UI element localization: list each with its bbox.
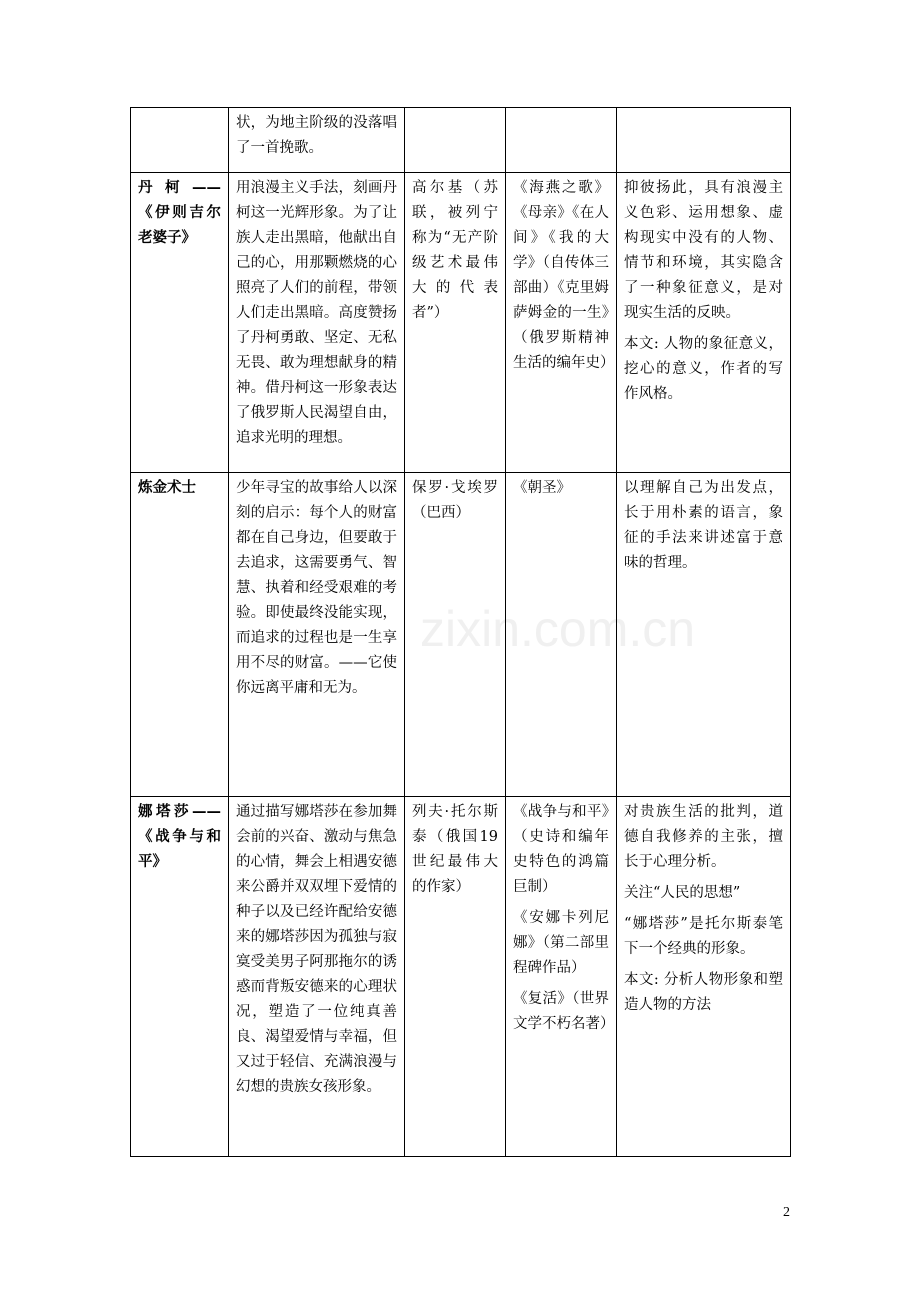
row-notes-paragraph: 以理解自己为出发点，长于用朴素的语言，象征的手法来讲述富于意味的哲理。: [624, 480, 783, 571]
page-number: 2: [783, 1205, 790, 1220]
row-content-paragraph: 状，为地主阶级的没落唱了一首挽歌。: [236, 115, 397, 156]
row-content: [229, 473, 405, 797]
row-notes: [617, 473, 791, 797]
row-author: [405, 797, 506, 1157]
table-row: [131, 108, 791, 173]
row-notes-paragraph: “娜塔莎”是托尔斯泰笔下一个经典的形象。: [624, 916, 783, 957]
row-notes-paragraph: 对贵族生活的批判，道德自我修养的主张，擅长于心理分析。: [624, 804, 783, 870]
row-content-paragraph: 通过描写娜塔莎在参加舞会前的兴奋、激动与焦急的心情，舞会上相遇安德来公爵并双双埋下爱情的种子以及已经许配给安德来的娜塔莎因为孤独与寂寞受美男子阿那拖尔的诱惑而背叛安德来的心理状况，塑造了一位纯真善良、渴望爱情与幸福，但又过于轻信、充满浪漫与幻想的贵族女孩形象。: [236, 804, 397, 1095]
row-works: [506, 173, 617, 473]
watermark: zixin.com.cn: [420, 601, 696, 657]
table-row: [131, 473, 791, 797]
row-notes-paragraph: 关注“人民的思想”: [624, 885, 741, 901]
row-author: [405, 473, 506, 797]
row-notes: [617, 173, 791, 473]
row-works: [506, 473, 617, 797]
row-works-paragraph: 《海燕之歌》《母亲》《在人间》《我的大学》（自传体三部曲）《克里姆萨姆金的一生》（俄罗斯精神生活的编年史）: [513, 180, 615, 371]
row-content-paragraph: 少年寻宝的故事给人以深刻的启示：每个人的财富都在自己身边，但要敢于去追求，这需要勇气、智慧、执着和经受艰难的考验。即使最终没能实现，而追求的过程也是一生享用不尽的财富。——它使你远离平庸和无为。: [236, 480, 397, 696]
row-content-paragraph: 用浪漫主义手法，刻画丹柯这一光辉形象。为了让族人走出黑暗，他献出自己的心，用那颗燃烧的心照亮了人们的前程，带领人们走出黑暗。高度赞扬了丹柯勇敢、坚定、无私无畏、敢为理想献身的精神。借丹柯这一形象表达了俄罗斯人民渴望自由，追求光明的理想。: [236, 180, 397, 446]
row-author-paragraph: 高尔基（苏联，被列宁称为“无产阶级艺术最伟大的代表者”）: [412, 180, 498, 321]
row-works-paragraph: 《朝圣》: [513, 480, 571, 496]
row-content: [229, 108, 405, 173]
row-notes-paragraph: 本文: 人物的象征意义，挖心的意义，作者的写作风格。: [624, 336, 783, 402]
table-row: [131, 797, 791, 1157]
row-author-paragraph: 列夫·托尔斯泰（俄国19世纪最伟大的作家）: [412, 804, 498, 895]
row-works-paragraph: 《复活》（世界文学不朽名著）: [513, 991, 615, 1032]
row-title: 炼金术士: [131, 473, 229, 797]
row-works: [506, 108, 617, 173]
row-author-paragraph: 保罗·戈埃罗（巴西）: [412, 480, 498, 521]
literature-table: [130, 107, 791, 1157]
row-works-paragraph: 《战争与和平》（史诗和编年史特色的鸿篇巨制）: [513, 804, 609, 895]
row-works: [506, 797, 617, 1157]
row-content: [229, 797, 405, 1157]
row-title: 娜塔莎——《战争与和平》: [131, 797, 229, 1157]
row-notes: [617, 108, 791, 173]
row-title: 丹柯——《伊则吉尔老婆子》: [131, 173, 229, 473]
row-notes-paragraph: 本文: 分析人物形象和塑造人物的方法: [624, 972, 783, 1013]
row-title: [131, 108, 229, 173]
row-author: [405, 108, 506, 173]
row-notes: [617, 797, 791, 1157]
row-author: [405, 173, 506, 473]
row-notes-paragraph: 抑彼扬此，具有浪漫主义色彩、运用想象、虚构现实中没有的人物、情节和环境，其实隐含了一种象征意义，是对现实生活的反映。: [624, 180, 783, 321]
row-works-paragraph: 《安娜卡列尼娜》（第二部里程碑作品）: [513, 910, 609, 976]
row-content: [229, 173, 405, 473]
table-row: [131, 173, 791, 473]
